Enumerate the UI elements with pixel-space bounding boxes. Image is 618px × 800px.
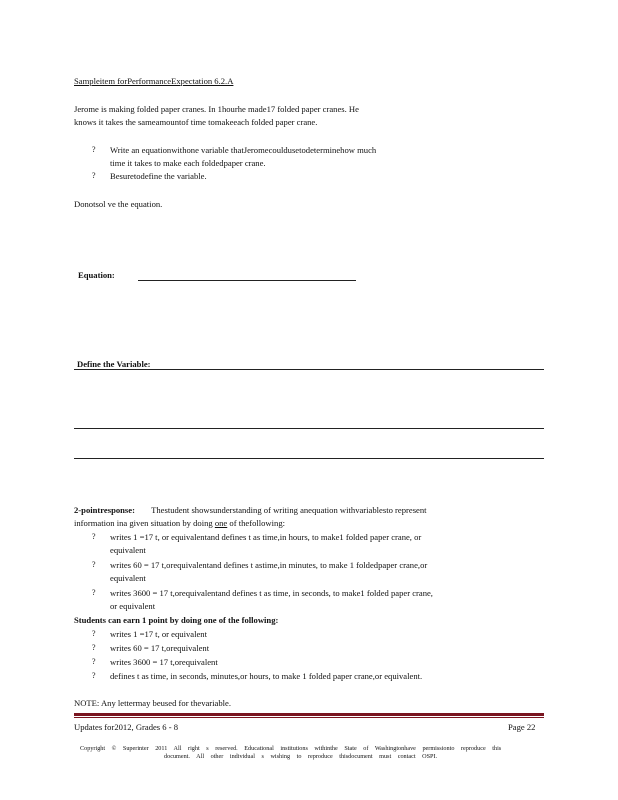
define-variable-label: Define the Variable: bbox=[77, 359, 151, 369]
define-answer-line-1[interactable] bbox=[74, 369, 544, 370]
scoring-intro-line-2 bbox=[74, 518, 285, 528]
equation-answer-line[interactable] bbox=[138, 280, 356, 281]
two-point-item-2-line-1: writes 60 = 17 t,orequivalentand defines t astime,in minutes, to make 1 foldedpaper crane,or bbox=[110, 560, 428, 570]
equation-label: Equation: bbox=[78, 270, 115, 280]
one-point-item-4: defines t as time, in seconds, minutes,or hours, to make 1 folded paper crane,or equivalent. bbox=[110, 671, 423, 681]
bullet-icon: ? bbox=[92, 145, 96, 154]
copyright-line-1: Copyright © Superinter 2011 All right s reserved. Educational institutions withinthe State of Washingtonhave permissionto reproduce this bbox=[80, 745, 502, 752]
bullet-1-line-1: Write an equationwithone variable thatJeromecouldusetodeterminehow much bbox=[110, 145, 377, 155]
scoring-intro-text: Thestudent showsunderstanding of writing anequation withvariablesto represent bbox=[151, 505, 427, 515]
scoring-intro-text-a: information ina given situation by doing bbox=[74, 518, 215, 528]
footer-rule-thick bbox=[74, 713, 544, 716]
bullet-icon: ? bbox=[92, 629, 96, 638]
bullet-icon: ? bbox=[92, 560, 96, 569]
two-point-item-2-line-2: equivalent bbox=[110, 573, 146, 583]
two-point-item-1-line-1: writes 1 =17 t, or equivalentand defines t as time,in hours, to make1 folded paper crane, or bbox=[110, 532, 422, 542]
two-point-label: 2-pointresponse: bbox=[74, 505, 135, 515]
bullet-icon: ? bbox=[92, 671, 96, 680]
two-point-item-3-line-2: or equivalent bbox=[110, 601, 156, 611]
one-point-label: Students can earn 1 point by doing one of the following: bbox=[74, 615, 279, 625]
one-emphasis: one bbox=[214, 518, 228, 528]
item-heading: Sampleitem forPerformanceExpectation 6.2.A bbox=[74, 76, 234, 86]
note-text: NOTE: Any lettermay beused for thevariable. bbox=[74, 698, 232, 708]
one-point-item-3: writes 3600 = 17 t,orequivalent bbox=[110, 657, 218, 667]
bullet-icon: ? bbox=[92, 588, 96, 597]
two-point-item-3-line-1: writes 3600 = 17 t,orequivalentand defines t as time, in seconds, to make1 folded paper crane, bbox=[110, 588, 433, 598]
bullet-icon: ? bbox=[92, 643, 96, 652]
bullet-icon: ? bbox=[92, 171, 96, 180]
bullet-2: Besuretodefine the variable. bbox=[110, 171, 207, 181]
two-point-item-1-line-2: equivalent bbox=[110, 545, 146, 555]
bullet-icon: ? bbox=[92, 532, 96, 541]
footer-left: Updates for2012, Grades 6 - 8 bbox=[74, 722, 179, 732]
define-answer-line-2[interactable] bbox=[74, 428, 544, 429]
bullet-1-line-2: time it takes to make each foldedpaper crane. bbox=[110, 158, 266, 168]
one-point-item-1: writes 1 =17 t, or equivalent bbox=[110, 629, 207, 639]
define-answer-line-3[interactable] bbox=[74, 458, 544, 459]
bullet-icon: ? bbox=[92, 657, 96, 666]
footer-rule-thin bbox=[74, 717, 544, 718]
copyright-line-2: document. All other individual s wishing to reproduce thisdocument must contact OSPI. bbox=[164, 753, 438, 760]
scoring-intro-line-1 bbox=[74, 505, 427, 515]
do-not-solve-note: Donotsol ve the equation. bbox=[74, 199, 163, 209]
problem-line-2: knows it takes the sameamountof time tomakeeach folded paper crane. bbox=[74, 117, 318, 127]
one-point-item-2: writes 60 = 17 t,orequivalent bbox=[110, 643, 210, 653]
scoring-intro-text-b: of thefollowing: bbox=[227, 518, 286, 528]
problem-line-1: Jerome is making folded paper cranes. In 1hourhe made17 folded paper cranes. He bbox=[74, 104, 359, 114]
page-number: Page 22 bbox=[508, 722, 536, 732]
